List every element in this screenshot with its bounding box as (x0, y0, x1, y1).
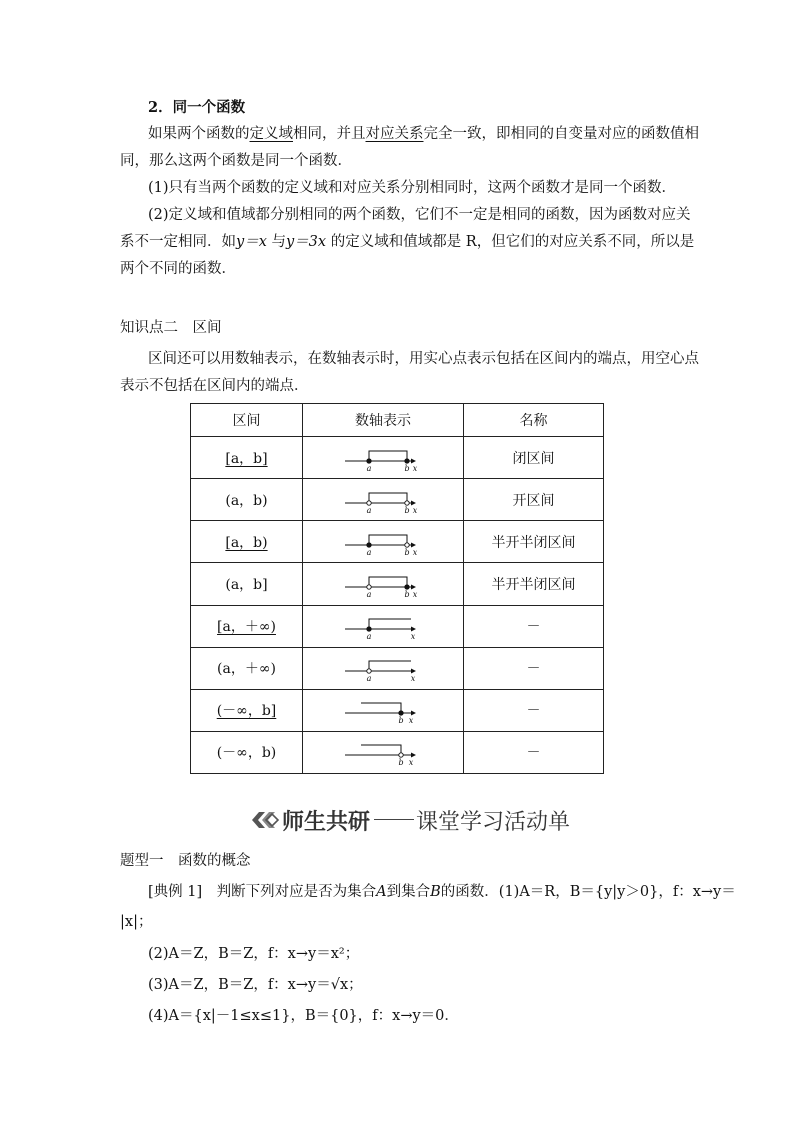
endpoint-b (399, 753, 403, 757)
interval-bracket (361, 745, 401, 755)
number-line-diagram (343, 737, 423, 767)
section-heading-same-function: 2．同一个函数 (148, 99, 246, 116)
banner-title: 课堂学习活动单 (416, 810, 571, 835)
table-row (191, 605, 604, 647)
interval-cell (191, 605, 303, 647)
diamond-logo-icon (250, 808, 280, 832)
example-item-3: (3)A＝Z，B＝Z，f：x→y＝√x； (148, 977, 363, 993)
label-b: b (404, 547, 410, 557)
interval-bracket (369, 535, 407, 545)
table-row (191, 563, 604, 605)
interval-name-cell: 半开半闭区间 (464, 563, 604, 605)
number-line-diagram (343, 485, 423, 515)
axis-arrow-icon (411, 500, 416, 505)
paragraph-line (148, 124, 699, 144)
label-b: b (404, 463, 410, 473)
question-type-heading: 题型一 函数的概念 (120, 853, 251, 869)
label-x: x (408, 758, 414, 768)
label-a: a (366, 632, 372, 642)
endpoint-b (405, 585, 409, 589)
example-line-1 (148, 882, 736, 902)
interval-notation: (－∞，b) (216, 745, 277, 762)
number-line-cell (303, 605, 464, 647)
table-row (191, 437, 604, 479)
interval-name-cell: － (464, 689, 604, 731)
interval-cell (191, 563, 303, 605)
number-line-cell (303, 437, 464, 479)
table-header-row (191, 404, 604, 437)
label-b: b (398, 758, 404, 768)
interval-cell (191, 731, 303, 773)
number-line-diagram (343, 695, 423, 725)
label-x: x (408, 716, 414, 726)
set-symbol: B (430, 884, 441, 900)
axis-arrow-icon (411, 458, 416, 463)
axis-arrow-icon (411, 669, 416, 674)
endpoint-a (367, 500, 371, 504)
label-x: x (412, 463, 418, 473)
text: 的定义域和值域都是 R，但它们的对应关系不同，所以是 (326, 234, 695, 250)
text: 的函数．(1)A＝R，B＝{y|y＞0}，f：x→y＝ (440, 884, 736, 900)
number-line-cell (303, 563, 464, 605)
table-row (191, 479, 604, 521)
example-item-2: (2)A＝Z，B＝Z，f：x→y＝x²； (148, 946, 360, 962)
number-line-cell (303, 479, 464, 521)
endpoint-a (367, 585, 371, 589)
interval-notation: [a，b] (225, 450, 268, 467)
interval-notation: (a，＋∞) (217, 661, 276, 678)
text: 完全一致，即相同的自变量对应的函数值相 (423, 126, 699, 142)
text: 系不一定相同．如 (120, 234, 236, 250)
label-a: a (366, 463, 372, 473)
interval-cell (191, 689, 303, 731)
paragraph-line: 表示不包括在区间内的端点． (120, 378, 309, 394)
interval-cell (191, 437, 303, 479)
section-banner (250, 803, 580, 837)
label-b: b (404, 589, 410, 599)
number-line-cell (303, 689, 464, 731)
interval-notation: [a，b) (225, 534, 268, 551)
text: 与 (266, 234, 286, 250)
note-2-line-1: (2)定义域和值域都分别相同的两个函数，它们不一定是相同的函数，因为函数对应关 (148, 207, 691, 223)
text: 相同，并且 (293, 126, 366, 142)
text: [典例 1] 判断下列对应是否为集合 (148, 884, 377, 900)
label-a: a (366, 505, 372, 515)
interval-notation: (－∞，b] (216, 703, 277, 720)
axis-arrow-icon (411, 711, 416, 716)
number-line-cell (303, 521, 464, 563)
interval-notation: [a，＋∞) (217, 619, 276, 636)
number-line-diagram (343, 653, 423, 683)
axis-arrow-icon (411, 542, 416, 547)
interval-name-cell: － (464, 731, 604, 773)
label-b: b (398, 716, 404, 726)
label-x: x (410, 632, 416, 642)
formula: y＝3x (285, 234, 327, 250)
number-line-cell (303, 731, 464, 773)
label-x: x (410, 674, 416, 684)
header-name: 名称 (464, 404, 604, 437)
underlined-term: 对应关系 (365, 126, 424, 142)
number-line-diagram (343, 527, 423, 557)
formula: y＝x (236, 234, 267, 250)
number-line-diagram (343, 611, 423, 641)
text: 到集合 (386, 884, 431, 900)
interval-name-cell: 闭区间 (464, 437, 604, 479)
table-row (191, 731, 604, 773)
endpoint-b (399, 711, 403, 715)
axis-arrow-icon (411, 753, 416, 758)
interval-table (190, 403, 604, 774)
endpoint-b (405, 543, 409, 547)
axis-arrow-icon (411, 584, 416, 589)
interval-bracket (361, 703, 401, 713)
table-row (191, 647, 604, 689)
table-row (191, 689, 604, 731)
banner-dash (374, 819, 414, 820)
note-2-line-2 (120, 232, 694, 252)
example-item-4: (4)A＝{x|－1≤x≤1}，B＝{0}，f：x→y＝0． (148, 1008, 459, 1024)
interval-bracket (369, 619, 411, 629)
interval-cell (191, 647, 303, 689)
interval-bracket (369, 577, 407, 587)
label-a: a (366, 589, 372, 599)
underlined-term: 定义域 (249, 126, 293, 142)
note-2-line-3: 两个不同的函数． (120, 261, 236, 277)
endpoint-a (367, 627, 371, 631)
interval-cell (191, 521, 303, 563)
paragraph-line: 同，那么这两个函数是同一个函数． (120, 153, 352, 169)
set-symbol: A (376, 884, 387, 900)
note-1: (1)只有当两个函数的定义域和对应关系分别相同时，这两个函数才是同一个函数． (148, 180, 677, 196)
label-x: x (412, 547, 418, 557)
header-interval: 区间 (191, 404, 303, 437)
endpoint-b (405, 500, 409, 504)
interval-bracket (369, 661, 411, 671)
paragraph-line: 区间还可以用数轴表示，在数轴表示时，用实心点表示包括在区间内的端点，用空心点 (148, 351, 699, 367)
endpoint-b (405, 458, 409, 462)
label-x: x (412, 589, 418, 599)
axis-arrow-icon (411, 627, 416, 632)
endpoint-a (367, 543, 371, 547)
interval-name-cell: － (464, 647, 604, 689)
interval-bracket (369, 451, 407, 461)
interval-cell (191, 479, 303, 521)
interval-bracket (369, 493, 407, 503)
label-b: b (404, 505, 410, 515)
knowledge-point-heading: 知识点二 区间 (120, 320, 222, 336)
interval-name-cell: 半开半闭区间 (464, 521, 604, 563)
label-a: a (366, 674, 372, 684)
label-a: a (366, 547, 372, 557)
banner-title-bold: 师生共研 (282, 810, 371, 835)
number-line-cell (303, 647, 464, 689)
interval-name-cell: － (464, 605, 604, 647)
number-line-diagram (343, 569, 423, 599)
number-line-diagram (343, 443, 423, 473)
interval-notation: (a，b] (225, 576, 268, 593)
interval-notation: (a，b) (225, 492, 268, 509)
header-number-line: 数轴表示 (303, 404, 464, 437)
example-line-2: |x|； (120, 914, 153, 930)
endpoint-a (367, 458, 371, 462)
label-x: x (412, 505, 418, 515)
table-row (191, 521, 604, 563)
interval-name-cell: 开区间 (464, 479, 604, 521)
endpoint-a (367, 669, 371, 673)
text: 如果两个函数的 (148, 126, 250, 142)
